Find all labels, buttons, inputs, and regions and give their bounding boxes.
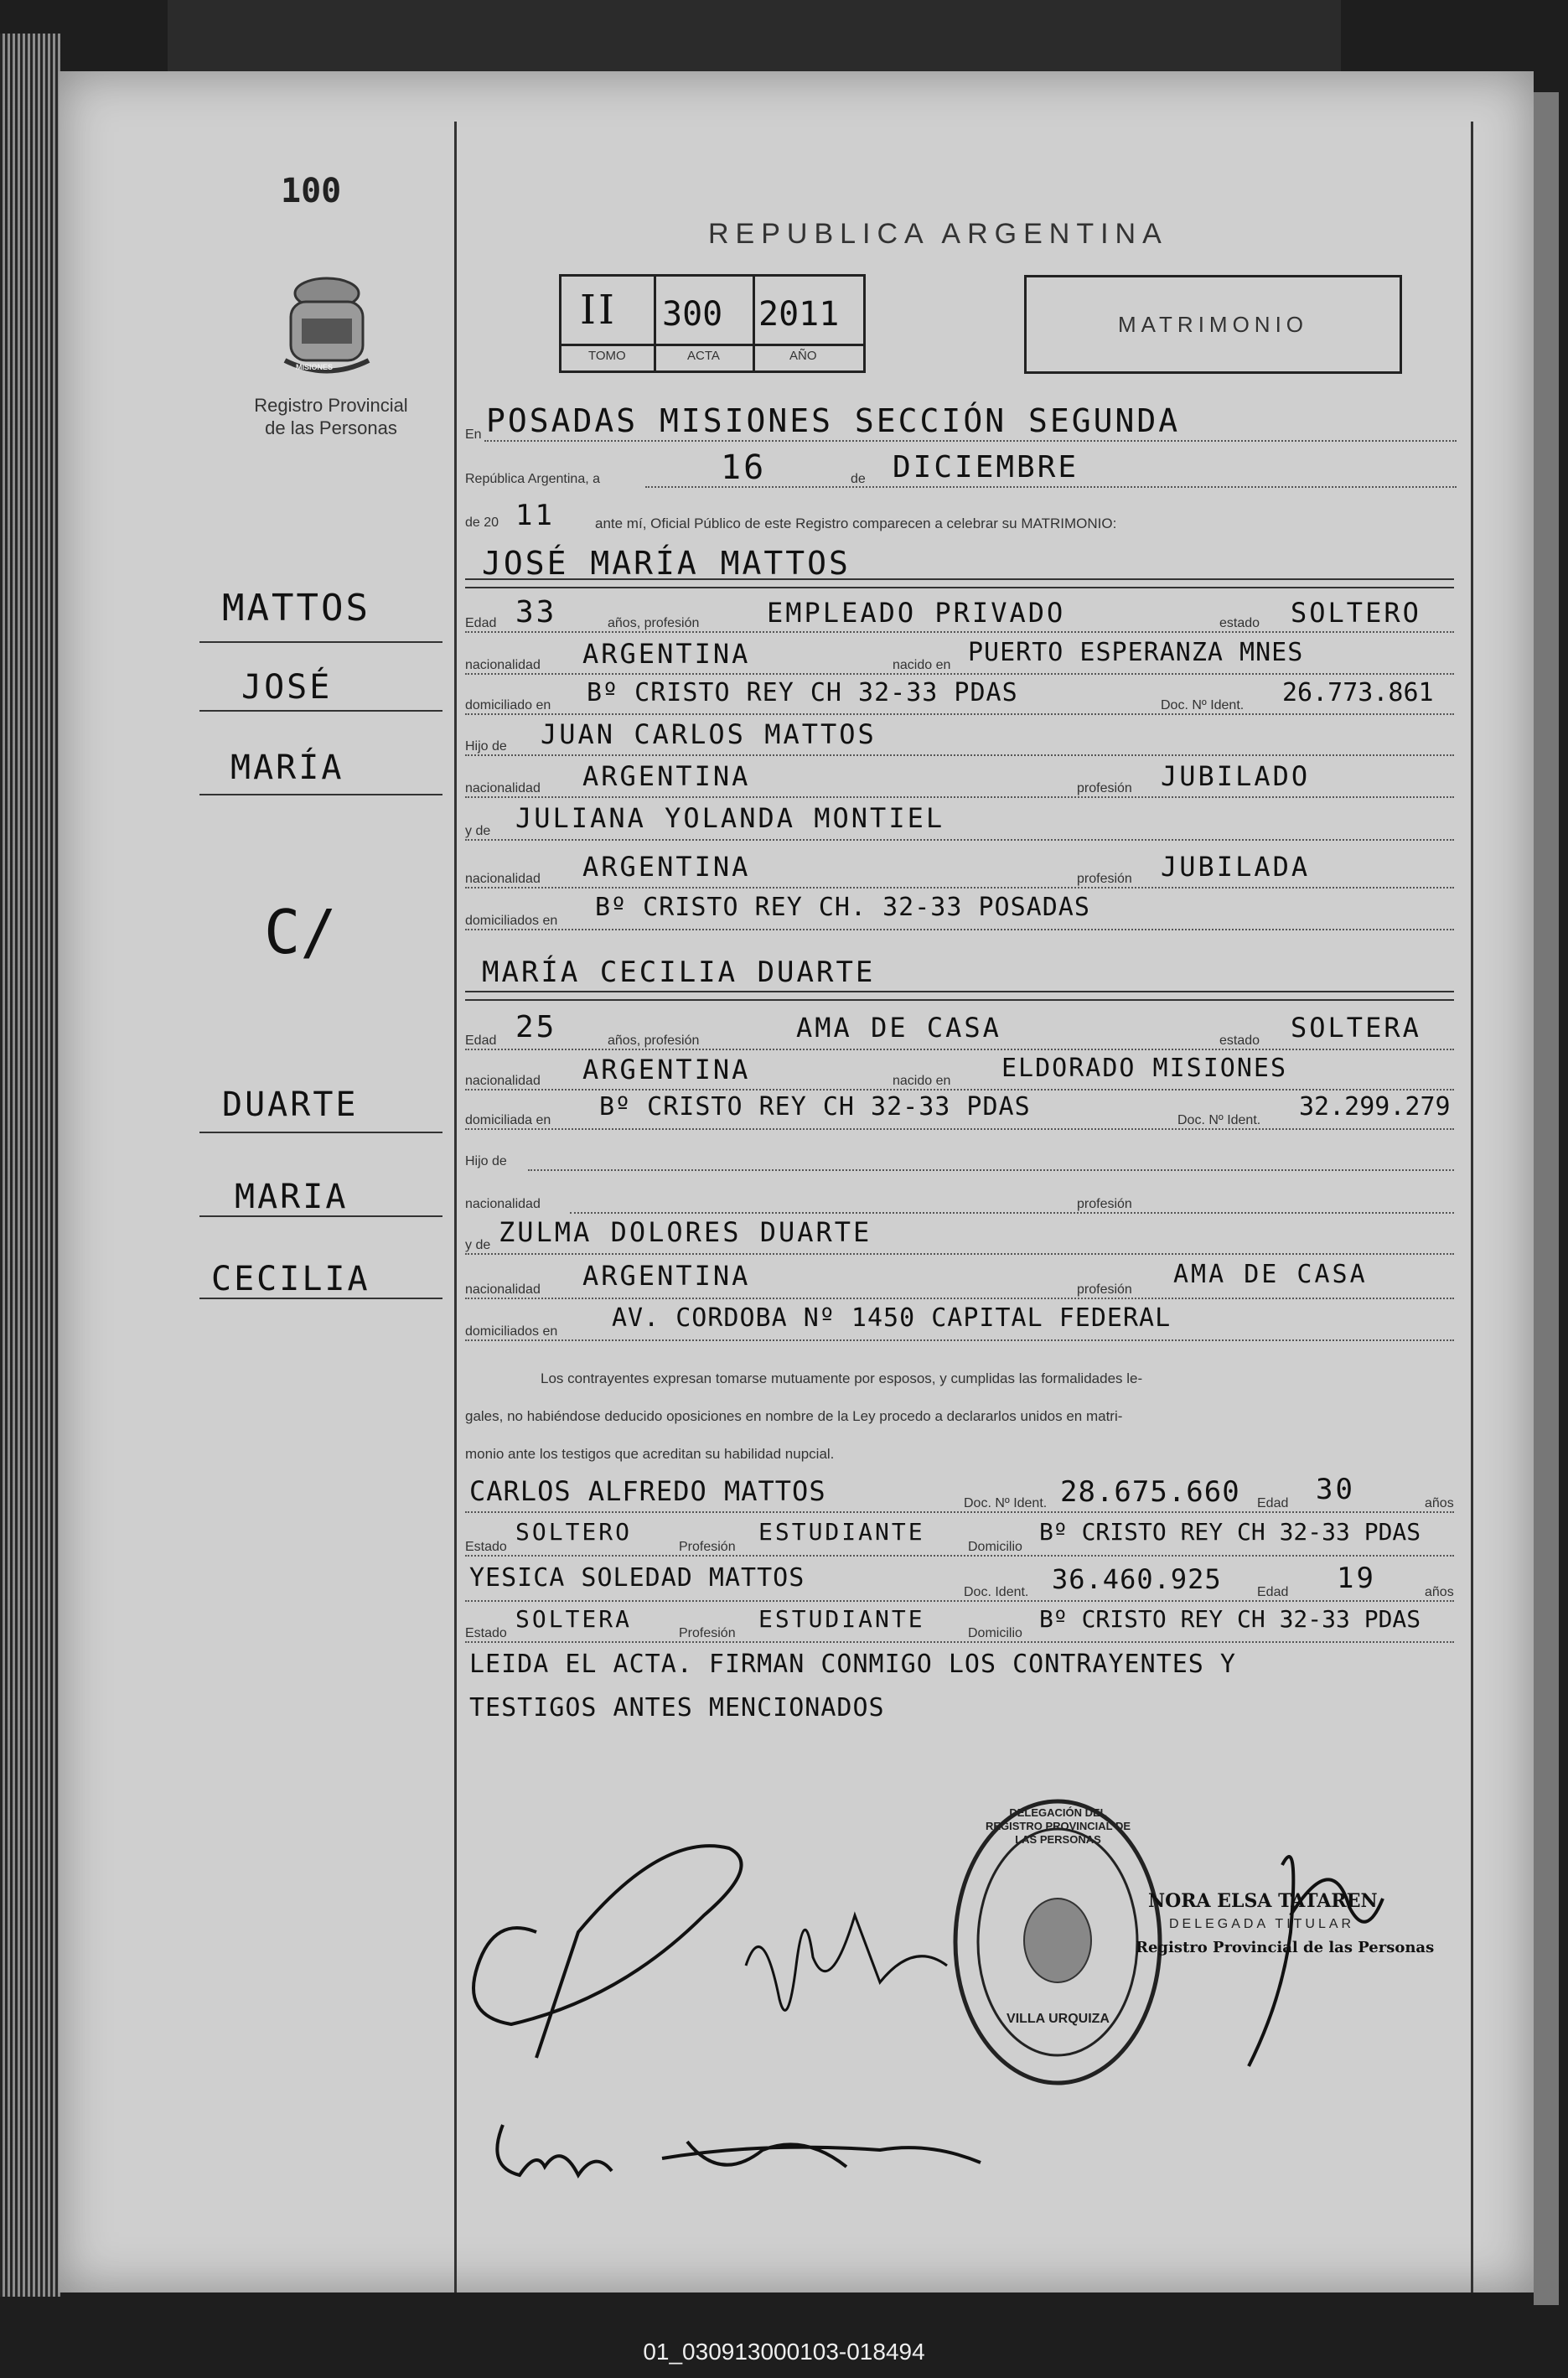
witness2-dom-label: Domicilio [968,1626,1022,1640]
bride-profession: AMA DE CASA [796,1012,1001,1044]
witness2-doc-label: Doc. Ident. [964,1585,1029,1599]
witness1-marital: SOLTERO [515,1518,633,1546]
bride-parents-dom-label: domiciliados en [465,1324,558,1339]
witness1-profession: ESTUDIANTE [758,1518,925,1546]
witness2-signature [662,2142,981,2167]
margin-groom-surname: MATTOS [222,587,370,629]
groom-mother-prof-label: profesión [1077,872,1132,886]
bride-doc-label: Doc. Nº Ident. [1177,1113,1261,1127]
bride-mother-profession: AMA DE CASA [1173,1260,1368,1289]
witness1-edad-label: Edad [1257,1496,1289,1510]
caption-line-2: de las Personas [265,417,397,438]
declaration-line-3: monio ante los testigos que acreditan su habilidad nupcial. [465,1446,835,1462]
bride-address: Bº CRISTO REY CH 32-33 PDAS [599,1092,1031,1122]
tomo-acta-box [559,274,866,373]
witness1-doc-label: Doc. Nº Ident. [964,1496,1048,1510]
bride-father-prof-label: profesión [1077,1197,1132,1211]
groom-address: Bº CRISTO REY CH 32-33 PDAS [587,678,1018,707]
book-binding [0,34,60,2297]
republica-label: República Argentina, a [465,472,600,486]
bride-doc: 32.299.279 [1299,1092,1451,1122]
witness2-doc: 36.460.925 [1052,1563,1222,1595]
closing-line-1: LEIDA EL ACTA. FIRMAN CONMIGO LOS CONTRAYENTES Y [469,1650,1236,1679]
groom-age: 33 [515,595,557,629]
bride-mother-nationality: ARGENTINA [582,1260,751,1292]
groom-father-profession: JUBILADO [1161,760,1311,792]
groom-full-name: JOSÉ MARÍA MATTOS [482,545,851,582]
witness1-anos-label: años [1425,1496,1454,1510]
stamp-ring-text: DELEGACIÓN DEL REGISTRO PROVINCIAL DE LAS PERSONAS [985,1806,1131,1846]
page-edge [1534,92,1559,2305]
witness1-doc: 28.675.660 [1060,1475,1240,1509]
margin-bride-surname: DUARTE [222,1085,359,1124]
bride-full-name: MARÍA CECILIA DUARTE [482,956,876,989]
groom-father-prof-label: profesión [1077,781,1132,795]
witness2-marital: SOLTERA [515,1605,633,1633]
witness2-estado-label: Estado [465,1626,507,1640]
doc-type-label: MATRIMONIO [1117,311,1309,337]
de-label: de [851,472,866,486]
groom-birthplace: PUERTO ESPERANZA MNES [968,638,1304,667]
margin-groom-name2: MARÍA [230,749,344,787]
bride-nationality: ARGENTINA [582,1054,751,1085]
witness1-dom-label: Domicilio [968,1540,1022,1554]
anio-value: 2011 [758,295,840,334]
witness2-address: Bº CRISTO REY CH 32-33 PDAS [1039,1605,1421,1633]
witness2-profession: ESTUDIANTE [758,1605,925,1633]
closing-line-2: TESTIGOS ANTES MENCIONADOS [469,1693,885,1723]
groom-parents-address: Bº CRISTO REY CH. 32-33 POSADAS [595,893,1090,922]
groom-marital: SOLTERO [1291,597,1421,629]
statement-text: ante mí, Oficial Público de este Registro comparecen a celebrar su MATRIMONIO: [595,515,1117,531]
groom-parents-dom-label: domiciliados en [465,914,558,928]
bride-dom-label: domiciliada en [465,1113,551,1127]
margin-bride-name2: CECILIA [211,1260,370,1298]
groom-mother-label: y de [465,824,491,838]
official-office: Registro Provincial de las Personas [1136,1939,1435,1956]
en-label: En [465,427,482,442]
groom-estado-label: estado [1219,616,1260,630]
bride-profesion-label: años, profesión [608,1034,700,1048]
registry-stamp [951,1798,1165,2087]
declaration-line-2: gales, no habiéndose deducido oposiciones en nombre de la Ley procedo a declararlos unidos en matri- [465,1408,1123,1424]
witness2-name: YESICA SOLEDAD MATTOS [469,1563,805,1593]
witness2-edad-label: Edad [1257,1585,1289,1599]
witness1-signature [497,2125,612,2175]
witness2-anos-label: años [1425,1585,1454,1599]
month-value: DICIEMBRE [893,450,1079,484]
bride-estado-label: estado [1219,1034,1260,1048]
declaration-line-1: Los contrayentes expresan tomarse mutuamente por esposos, y cumplidas las formalidades le- [541,1370,1143,1386]
groom-edad-label: Edad [465,616,497,630]
day-value: 16 [721,448,767,487]
bride-mother-nat-label: nacionalidad [465,1282,541,1297]
witness2-profesion-label: Profesión [679,1626,736,1640]
groom-nationality: ARGENTINA [582,638,751,670]
registry-caption [218,394,444,439]
margin-bride-name1: MARIA [235,1178,349,1216]
groom-mother-profession: JUBILADA [1161,851,1311,883]
bride-father-label: Hijo de [465,1154,507,1168]
groom-father-label: Hijo de [465,739,507,754]
bride-edad-label: Edad [465,1034,497,1048]
groom-nat-label: nacionalidad [465,658,541,672]
registry-logo [272,264,381,381]
groom-profession: EMPLEADO PRIVADO [767,597,1066,629]
bride-signature [746,1915,947,2010]
witness1-name: CARLOS ALFREDO MATTOS [469,1475,826,1507]
acta-label: ACTA [687,349,720,363]
document-page [59,71,1534,2293]
acta-value: 300 [662,295,723,334]
bride-father-nat-label: nacionalidad [465,1197,541,1211]
groom-doc-label: Doc. Nº Ident. [1161,698,1245,712]
place-value: POSADAS MISIONES SECCIÓN SEGUNDA [486,402,1181,439]
groom-mother-nationality: ARGENTINA [582,851,751,883]
anio-label: AÑO [789,349,817,363]
groom-signature [474,1846,742,2058]
official-signature [1249,1857,1383,2066]
groom-father: JUAN CARLOS MATTOS [541,718,877,750]
groom-profesion-label: años, profesión [608,616,700,630]
groom-dom-label: domiciliado en [465,698,551,712]
country-title: REPUBLICA ARGENTINA [708,218,1168,250]
bride-birthplace: ELDORADO MISIONES [1001,1054,1288,1083]
witness2-age: 19 [1337,1562,1376,1595]
margin-conjunction: C/ [264,897,337,967]
groom-father-nationality: ARGENTINA [582,760,751,792]
bride-mother-prof-label: profesión [1077,1282,1132,1297]
de20-label: de 20 [465,515,499,530]
bride-marital: SOLTERA [1291,1012,1421,1044]
caption-line-1: Registro Provincial [254,395,408,416]
tomo-label: TOMO [588,349,626,363]
groom-father-nat-label: nacionalidad [465,781,541,795]
bride-mother: ZULMA DOLORES DUARTE [499,1216,872,1248]
groom-doc: 26.773.861 [1282,678,1434,707]
stamp-center-text: VILLA URQUIZA [1007,2012,1110,2026]
bride-parents-address: AV. CORDOBA Nº 1450 CAPITAL FEDERAL [612,1303,1172,1333]
doc-type-box [1024,275,1402,374]
witness1-estado-label: Estado [465,1540,507,1554]
groom-nacido-label: nacido en [893,658,951,672]
tomo-value: II [580,287,617,334]
official-name: NORA ELSA TATAREN [1148,1890,1378,1912]
groom-mother: JULIANA YOLANDA MONTIEL [515,802,945,834]
bride-nat-label: nacionalidad [465,1074,541,1088]
year-suffix-value: 11 [515,499,555,532]
groom-mother-nat-label: nacionalidad [465,872,541,886]
scan-background-top [168,0,1341,71]
bride-mother-label: y de [465,1238,491,1252]
witness1-age: 30 [1316,1473,1355,1506]
page-number: 100 [281,172,342,210]
witness1-address: Bº CRISTO REY CH 32-33 PDAS [1039,1518,1421,1546]
logo-emblem-text: MISIONES [296,363,334,371]
official-title: DELEGADA TITULAR [1169,1917,1355,1931]
witness1-profesion-label: Profesión [679,1540,736,1554]
margin-groom-name1: JOSÉ [241,668,333,707]
bride-nacido-label: nacido en [893,1074,951,1088]
scan-file-id: 01_030913000103-018494 [643,2339,925,2365]
bride-age: 25 [515,1010,557,1044]
